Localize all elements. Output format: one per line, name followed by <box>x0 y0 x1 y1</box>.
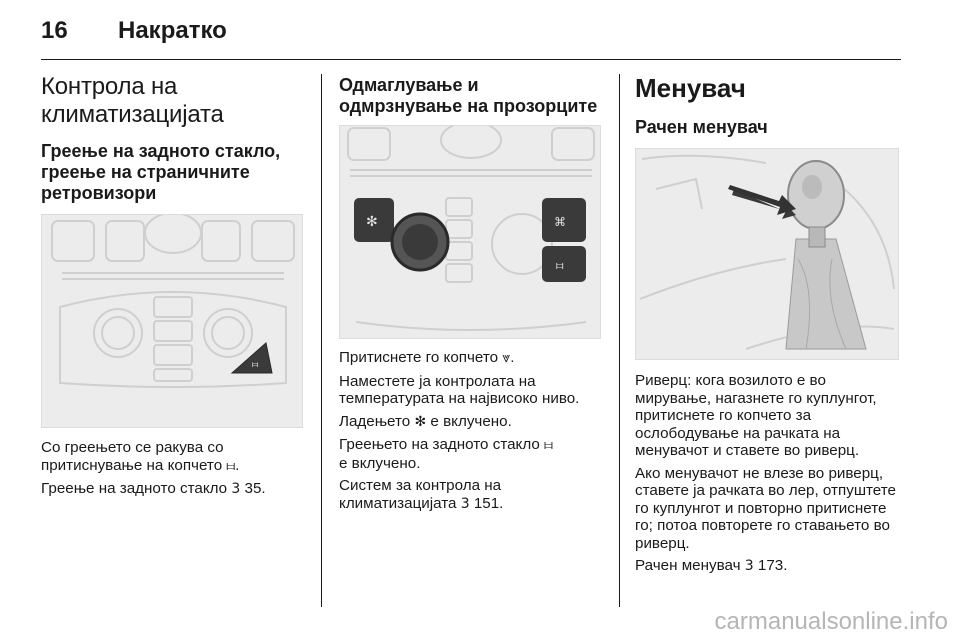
figure-climate-panel-defog <box>339 125 601 339</box>
page-title: Накратко <box>118 17 227 44</box>
paragraph-rear-heat-ref: Греење на задното стакло 3 35. <box>41 480 266 497</box>
rear-window-heat-icon: ⧦ <box>544 437 553 453</box>
header-rule <box>41 59 901 60</box>
paragraph-cooling-on: Ладењето ✻ е вклучено. <box>339 412 512 430</box>
page-reference[interactable]: 173. <box>757 557 788 574</box>
section-heading-climate: Контрола на климатизацијата <box>41 73 224 128</box>
svg-text:⧦: ⧦ <box>556 258 564 272</box>
column-divider-1 <box>321 74 322 607</box>
paragraph-reverse-gear: Риверц: кога возилото е во мирување, нагазнете го куплунгот, притиснете го копчето за ослободување на рачката на менувачот и ставете во риверц. <box>635 372 877 459</box>
svg-text:✻: ✻ <box>366 214 378 230</box>
figure-climate-panel-rear-heat <box>41 214 303 428</box>
cooling-icon: ✻ <box>414 413 427 430</box>
watermark: carmanualsonline.info <box>714 608 948 635</box>
section-heading-defog: Одмаглување и одмрзнување на прозорците <box>339 75 598 116</box>
column-divider-2 <box>619 74 620 607</box>
subheading-heated-rear-window: Греење на задното стакло, греење на страничните ретровизори <box>41 141 281 203</box>
page-reference-arrow-icon: 3 <box>460 495 470 512</box>
column-defog-defrost <box>339 73 604 513</box>
page-reference-arrow-icon: 3 <box>231 481 241 497</box>
section-heading-transmission: Менувач <box>635 73 746 103</box>
page-reference[interactable]: 151. <box>473 494 504 512</box>
windscreen-defrost-icon: ⩔ <box>502 350 511 366</box>
figure-gear-lever <box>635 148 899 360</box>
paragraph-climate-ref: Систем за контрола на климатизацијата 3 151. <box>339 477 504 512</box>
svg-text:⧦: ⧦ <box>252 359 259 370</box>
paragraph-set-temperature: Наместете ја контролата на температурата на највисоко ниво. <box>339 372 580 407</box>
page-reference[interactable]: 35. <box>244 480 266 497</box>
paragraph-rear-heat-operation: Со греењето се ракува со притиснување на копчето ⧦. <box>41 439 240 474</box>
paragraph-transmission-ref: Рачен менувач 3 173. <box>635 557 788 574</box>
page-reference-arrow-icon: 3 <box>744 558 754 574</box>
paragraph-reverse-retry: Ако менувачот не влезе во риверц, ставете ја рачката во лер, отпуштете го куплунгот и повторно притиснете го; потоа повторете го ставањето во риверц. <box>635 464 896 552</box>
subheading-manual-transmission: Рачен менувач <box>635 117 768 137</box>
paragraph-rear-heat-on: Греењето на задното стакло ⧦ е вклучено. <box>339 436 553 472</box>
page-number: 16 <box>41 17 68 44</box>
rear-window-heat-icon: ⧦ <box>226 457 236 474</box>
paragraph-press-defrost: Притиснете го копчето ⩔. <box>339 349 515 366</box>
column-climate-control <box>41 73 306 499</box>
svg-text:⌘: ⌘ <box>554 215 566 229</box>
column-transmission <box>635 73 905 576</box>
page-header <box>0 0 960 58</box>
